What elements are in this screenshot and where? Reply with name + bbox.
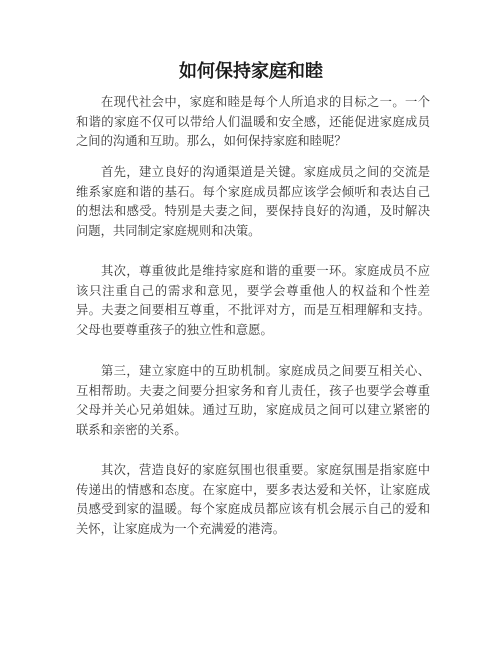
document-title: 如何保持家庭和睦 [179, 61, 323, 82]
paragraph-mutual-help: 第三，建立家庭中的互助机制。家庭成员之间要互相关心、互相帮助。夫妻之间要分担家务和育儿责任，孩子也要学会尊重父母并关心兄弟姐妹。通过互助，家庭成员之间可以建立紧密的联系和亲密的关系。 [76, 364, 430, 437]
paragraph-family-atmosphere: 其次，营造良好的家庭氛围也很重要。家庭氛围是指家庭中传递出的情感和态度。在家庭中，要多表达爱和关怀，让家庭成员感受到家的温暖。每个家庭成员都应该有机会展示自己的爱和关怀，让家庭成为一个充满爱的港湾。 [76, 463, 430, 536]
paragraph-communication: 首先，建立良好的沟通渠道是关键。家庭成员之间的交流是维系家庭和谐的基石。每个家庭成员都应该学会倾听和表达自己的想法和感受。特别是夫妻之间，要保持良好的沟通，及时解决问题，共同制定家庭规则和决策。 [76, 165, 430, 238]
paragraph-introduction: 在现代社会中，家庭和睦是每个人所追求的目标之一。一个和谐的家庭不仅可以带给人们温暖和安全感，还能促进家庭成员之间的沟通和互助。那么，如何保持家庭和睦呢？ [76, 95, 430, 148]
paragraph-respect: 其次，尊重彼此是维持家庭和谐的重要一环。家庭成员不应该只注重自己的需求和意见，要学会尊重他人的权益和个性差异。夫妻之间要相互尊重，不批评对方，而是互相理解和支持。父母也要尊重孩子的独立性和意愿。 [76, 264, 430, 337]
